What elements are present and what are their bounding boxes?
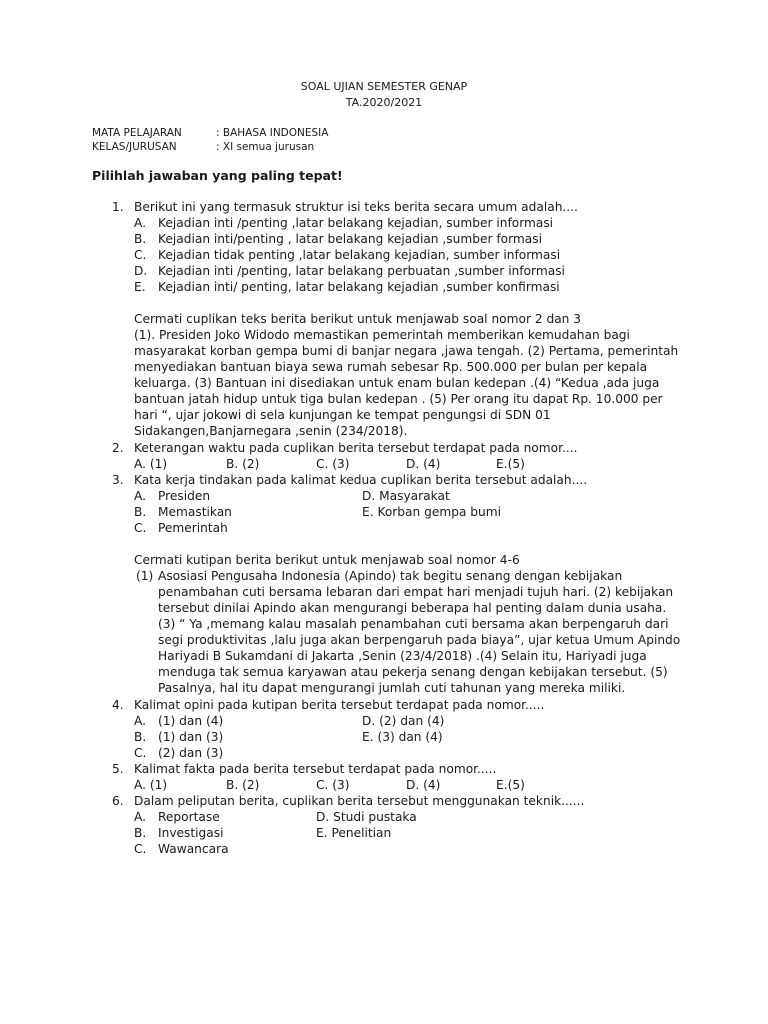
meta-subject (92, 127, 328, 139)
question-number: 4. (112, 698, 124, 712)
passage-line: Sidakangen,Banjarnegara ,senin (234/2018). (134, 424, 408, 438)
option-label: B. (134, 730, 147, 744)
option-text: (2) dan (3) (158, 746, 224, 760)
option-label: B. (134, 505, 147, 519)
option-text: Kejadian inti/ penting, latar belakang kejadian ,sumber konfirmasi (158, 280, 560, 294)
option-label: C. (134, 248, 147, 262)
passage-line: menyediakan bantuan biaya sewa rumah sebesar Rp. 500.000 per bulan per kepala (134, 360, 648, 374)
option: D. (4) (406, 457, 441, 471)
academic-year: TA.2020/2021 (345, 96, 423, 109)
question-text: Kata kerja tindakan pada kalimat kedua cuplikan berita tersebut adalah.... (134, 473, 588, 487)
option-text: (1) dan (3) (158, 730, 224, 744)
option-text: (1) dan (4) (158, 714, 224, 728)
option-label: B. (134, 826, 147, 840)
passage-line: hari “, ujar jokowi di sela kunjungan ke tempat pengungsi di SDN 01 (134, 408, 551, 422)
passage-intro: Cermati kutipan berita berikut untuk menjawab soal nomor 4-6 (134, 553, 520, 567)
question-text: Keterangan waktu pada cuplikan berita tersebut terdapat pada nomor.... (134, 441, 578, 455)
question-number: 2. (112, 441, 124, 455)
instruction: Pilihlah jawaban yang paling tepat! (92, 168, 343, 183)
passage-line: Hariyadi B Sukamdani di Jakarta ,Senin (23/4/2018) .(4) Selain itu, Hariyadi juga (158, 649, 647, 663)
option-text: Kejadian inti/penting , latar belakang kejadian ,sumber formasi (158, 232, 542, 246)
option: D. (2) dan (4) (362, 714, 445, 728)
option: B. (2) (226, 778, 260, 792)
option-label: A. (134, 810, 146, 824)
option: E. Penelitian (316, 826, 392, 840)
question-number: 3. (112, 473, 124, 487)
option: A. (1) (134, 457, 168, 471)
question-text: Berikut ini yang termasuk struktur isi teks berita secara umum adalah.... (134, 200, 578, 214)
option: D. Masyarakat (362, 489, 450, 503)
option: E. Korban gempa bumi (362, 505, 502, 519)
passage-line: (3) “ Ya ,memang kalau masalah penambahan cuti bersama akan berpengaruh dari (158, 617, 669, 631)
option-text: Investigasi (158, 826, 224, 840)
passage-line: (1). Presiden Joko Widodo memastikan pemerintah memberikan kemudahan bagi (134, 328, 630, 342)
question-number: 1. (112, 200, 124, 214)
option-label: C. (134, 746, 147, 760)
question-text: Kalimat opini pada kutipan berita tersebut terdapat pada nomor..... (134, 698, 545, 712)
passage-line: masyarakat korban gempa bumi di banjar negara ,jawa tengah. (2) Pertama, pemerintah (134, 344, 679, 358)
option: D. Studi pustaka (316, 810, 417, 824)
meta-class (92, 141, 314, 153)
passage-line: keluarga. (3) Bantuan ini disediakan untuk enam bulan kedepan .(4) “Kedua ,ada juga (134, 376, 660, 390)
passage-line: Pasalnya, hal itu dapat mengurangi jumlah cuti tahunan yang mereka miliki. (158, 681, 626, 695)
option-label: D. (134, 264, 148, 278)
option-text: Kejadian inti /penting ,latar belakang kejadian, sumber informasi (158, 216, 554, 230)
passage-line: menduga tak semua karyawan atau pekerja senang dengan kebijakan tersebut. (5) (158, 665, 668, 679)
option-label: A. (134, 489, 146, 503)
option-text: Wawancara (158, 842, 229, 856)
meta-key: MATA PELAJARAN (92, 127, 182, 139)
option-text: Kejadian tidak penting ,latar belakang kejadian, sumber informasi (158, 248, 561, 262)
question-text: Kalimat fakta pada berita tersebut terdapat pada nomor..... (134, 762, 497, 776)
option: D. (4) (406, 778, 441, 792)
passage-line: bantuan jatah hidup untuk tiga bulan kedepan . (5) Per orang itu dapat Rp. 10.000 per (134, 392, 663, 406)
option-text: Reportase (158, 810, 220, 824)
option: E.(5) (496, 457, 525, 471)
option-label: C. (134, 521, 147, 535)
passage-line: segi produktivitas ,lalu juga akan berpengaruh pada biaya”, ujar ketua Umum Apindo (158, 633, 681, 647)
passage-line: penambahan cuti bersama lebaran dari empat hari menjadi tujuh hari. (2) kebijakan (158, 585, 674, 599)
passage-line: Asosiasi Pengusaha Indonesia (Apindo) tak begitu senang dengan kebijakan (158, 569, 623, 583)
option: E.(5) (496, 778, 525, 792)
option: C. (3) (316, 778, 350, 792)
question-text: Dalam peliputan berita, cuplikan berita tersebut menggunakan teknik...... (134, 794, 585, 808)
option-text: Kejadian inti /penting, latar belakang perbuatan ,sumber informasi (158, 264, 565, 278)
meta-value: : BAHASA INDONESIA (216, 127, 329, 139)
meta-key: KELAS/JURUSAN (92, 141, 177, 153)
option: E. (3) dan (4) (362, 730, 443, 744)
passage-line: tersebut dinilai Apindo akan mengurangi beberapa hal penting dalam dunia usaha. (158, 601, 667, 615)
option-label: B. (134, 232, 147, 246)
option-label: C. (134, 842, 147, 856)
option: A. (1) (134, 778, 168, 792)
option-label: E. (134, 280, 146, 294)
option-text: Presiden (158, 489, 211, 503)
passage-marker: (1) (136, 569, 154, 583)
option-label: A. (134, 714, 146, 728)
passage-intro: Cermati cuplikan teks berita berikut untuk menjawab soal nomor 2 dan 3 (134, 312, 582, 326)
question-number: 6. (112, 794, 124, 808)
option-label: A. (134, 216, 146, 230)
option-text: Pemerintah (158, 521, 228, 535)
meta-value: : XI semua jurusan (216, 141, 315, 153)
option: C. (3) (316, 457, 350, 471)
option-text: Memastikan (158, 505, 232, 519)
exam-title: SOAL UJIAN SEMESTER GENAP (300, 80, 468, 93)
question-number: 5. (112, 762, 124, 776)
option: B. (2) (226, 457, 260, 471)
